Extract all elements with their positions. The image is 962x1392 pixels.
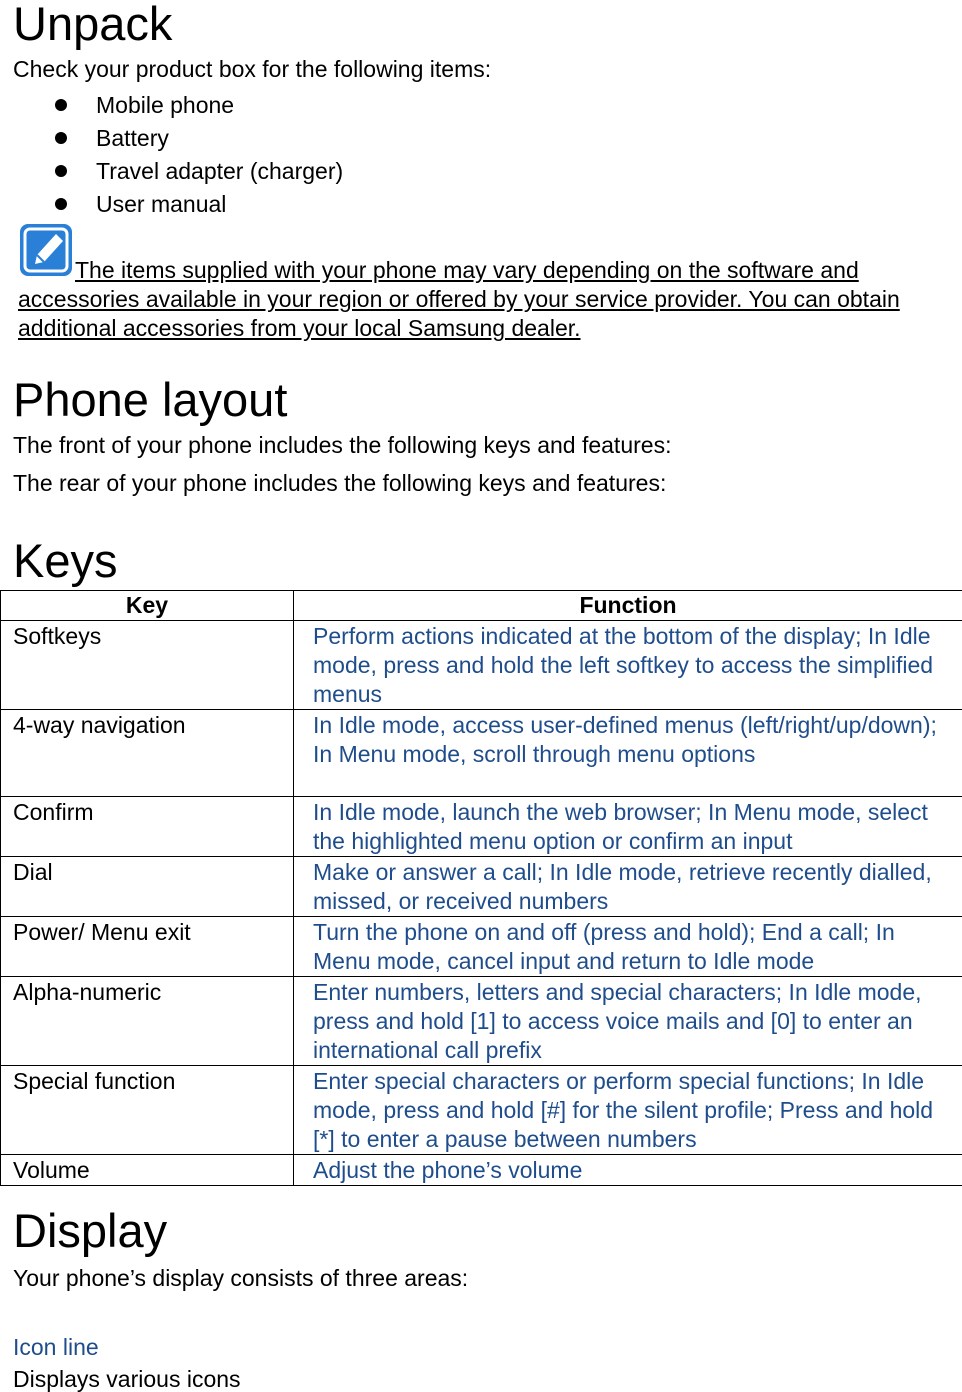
key-cell: Volume <box>1 1155 294 1186</box>
icon-line-subheading: Icon line <box>13 1334 99 1360</box>
list-item: Battery <box>55 125 343 158</box>
unpack-item-list <box>55 92 343 224</box>
unpack-intro: Check your product box for the following items: <box>13 56 492 82</box>
table-row <box>1 857 962 917</box>
table-header-row <box>1 591 962 621</box>
table-row <box>1 710 962 797</box>
phone-layout-front: The front of your phone includes the following keys and features: <box>13 432 672 458</box>
key-cell: 4-way navigation <box>1 710 294 797</box>
key-cell: Alpha-numeric <box>1 977 294 1066</box>
unpack-title: Unpack <box>13 0 173 50</box>
table-row <box>1 917 962 977</box>
function-cell: Enter special characters or perform special functions; In Idle mode, press and hold [#] for the silent profile; Press and hold [*] to enter a pause between numbers <box>294 1066 962 1155</box>
icon-line-description: Displays various icons <box>13 1366 241 1392</box>
keys-title: Keys <box>13 534 118 587</box>
table-row <box>1 797 962 857</box>
key-cell: Softkeys <box>1 621 294 710</box>
phone-layout-rear: The rear of your phone includes the following keys and features: <box>13 470 667 496</box>
key-cell: Power/ Menu exit <box>1 917 294 977</box>
function-cell: In Idle mode, access user-defined menus (left/right/up/down); In Menu mode, scroll through menu options <box>294 710 962 797</box>
table-row <box>1 977 962 1066</box>
key-cell: Dial <box>1 857 294 917</box>
list-item: Mobile phone <box>55 92 343 125</box>
display-intro: Your phone’s display consists of three areas: <box>13 1265 469 1291</box>
display-title: Display <box>13 1204 168 1257</box>
bullet-icon <box>55 198 67 210</box>
function-cell: Turn the phone on and off (press and hold); End a call; In Menu mode, cancel input and return to Idle mode <box>294 917 962 977</box>
function-cell: In Idle mode, launch the web browser; In Menu mode, select the highlighted menu option or confirm an input <box>294 797 962 857</box>
function-cell: Adjust the phone’s volume <box>294 1155 962 1186</box>
function-cell: Make or answer a call; In Idle mode, retrieve recently dialled, missed, or received numbers <box>294 857 962 917</box>
bullet-icon <box>55 165 67 177</box>
table-row <box>1 1066 962 1155</box>
bullet-icon <box>55 132 67 144</box>
phone-layout-title: Phone layout <box>13 373 288 426</box>
bullet-icon <box>55 99 67 111</box>
list-item: Travel adapter (charger) <box>55 158 343 191</box>
note-text: The items supplied with your phone may vary depending on the software and accessories available in your region or offered by your service provider. You can obtain additional accessories from your local Samsung dealer. <box>18 257 900 341</box>
function-cell: Perform actions indicated at the bottom of the display; In Idle mode, press and hold the left softkey to access the simplified menus <box>294 621 962 710</box>
function-cell: Enter numbers, letters and special characters; In Idle mode, press and hold [1] to access voice mails and [0] to enter an international call prefix <box>294 977 962 1066</box>
list-item: User manual <box>55 191 343 224</box>
key-cell: Special function <box>1 1066 294 1155</box>
table-row <box>1 621 962 710</box>
table-row <box>1 1155 962 1186</box>
keys-table <box>0 590 962 1186</box>
key-cell: Confirm <box>1 797 294 857</box>
column-header-key: Key <box>1 591 294 621</box>
column-header-function: Function <box>294 591 962 621</box>
